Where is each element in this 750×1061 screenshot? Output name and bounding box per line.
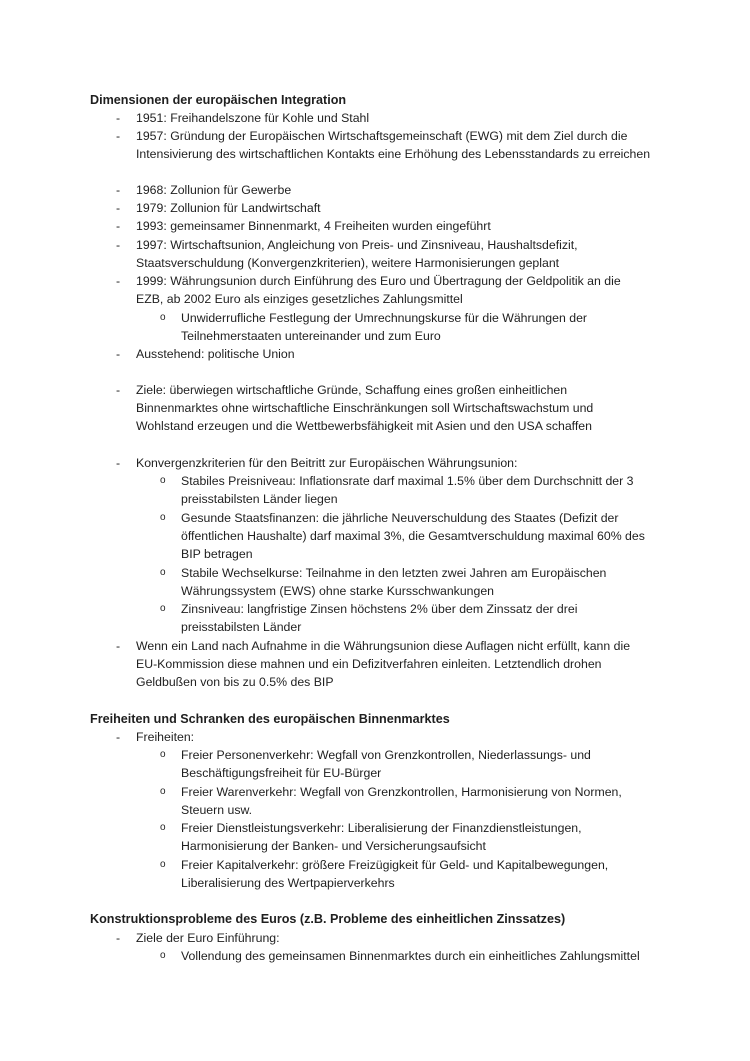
list-item: Ausstehend: politische Union xyxy=(136,347,295,361)
list-item: Konvergenzkriterien für den Beitritt zur Europäischen Währungsunion: xyxy=(136,456,518,470)
dash-bullet: - xyxy=(116,238,121,252)
sub-list-item: Vollendung des gemeinsamen Binnenmarktes durch ein einheitliches Zahlungsmittel xyxy=(181,949,640,963)
circle-bullet: o xyxy=(160,603,166,614)
dash-bullet: - xyxy=(116,201,121,215)
dash-bullet: - xyxy=(116,274,121,288)
circle-bullet: o xyxy=(160,749,166,760)
dash-bullet: - xyxy=(116,456,121,470)
circle-bullet: o xyxy=(160,567,166,578)
circle-bullet: o xyxy=(160,475,166,486)
dash-bullet: - xyxy=(116,111,121,125)
list-item: Freiheiten: xyxy=(136,730,195,744)
circle-bullet: o xyxy=(160,786,166,797)
list-item: Ziele der Euro Einführung: xyxy=(136,931,280,945)
dash-bullet: - xyxy=(116,129,121,143)
dash-bullet: - xyxy=(116,347,121,361)
dash-bullet: - xyxy=(116,219,121,233)
sub-list-item: Freier Personenverkehr: Wegfall von Grenzkontrollen, Niederlassungs- und Beschäftigungsfreiheit für EU-Bürger xyxy=(181,748,591,781)
circle-bullet: o xyxy=(160,859,166,870)
list-item: 1979: Zollunion für Landwirtschaft xyxy=(136,201,321,215)
sub-list-item: Stabiles Preisniveau: Inflationsrate darf maximal 1.5% über dem Durchschnitt der 3 preisstabilsten Länder liegen xyxy=(181,474,634,507)
sub-list-item: Unwiderrufliche Festlegung der Umrechnungskurse für die Währungen der Teilnehmerstaaten untereinander und zum Euro xyxy=(181,311,588,344)
dash-bullet: - xyxy=(116,730,121,744)
circle-bullet: o xyxy=(160,512,166,523)
dash-bullet: - xyxy=(116,383,121,397)
list-item: 1999: Währungsunion durch Einführung des Euro und Übertragung der Geldpolitik an die EZB, ab 2002 Euro als einziges gesetzliches Zahlungsmittel xyxy=(136,274,621,307)
section-heading: Dimensionen der europäischen Integration xyxy=(90,93,347,107)
sub-list-item: Freier Dienstleistungsverkehr: Liberalisierung der Finanzdienstleistungen, Harmonisierung der Banken- und Versicherungsaufsicht xyxy=(181,821,582,854)
list-item: Wenn ein Land nach Aufnahme in die Währungsunion diese Auflagen nicht erfüllt, kann die EU-Kommission diese mahnen und ein Defizitverfahren einleiten. Letztendlich drohen Geldbußen von bis zu 0.5% des BIP xyxy=(136,639,631,690)
circle-bullet: o xyxy=(160,312,166,323)
list-item: 1993: gemeinsamer Binnenmarkt, 4 Freiheiten wurden eingeführt xyxy=(136,219,491,233)
dash-bullet: - xyxy=(116,931,121,945)
dash-bullet: - xyxy=(116,639,121,653)
section-heading: Konstruktionsprobleme des Euros (z.B. Probleme des einheitlichen Zinssatzes) xyxy=(90,912,566,926)
circle-bullet: o xyxy=(160,822,166,833)
circle-bullet: o xyxy=(160,950,166,961)
sub-list-item: Stabile Wechselkurse: Teilnahme in den letzten zwei Jahren am Europäischen Währungssystem (EWS) ohne starke Kursschwankungen xyxy=(181,566,607,599)
list-item: 1968: Zollunion für Gewerbe xyxy=(136,183,292,197)
dash-bullet: - xyxy=(116,183,121,197)
list-item: 1997: Wirtschaftsunion, Angleichung von Preis- und Zinsniveau, Haushaltsdefizit, Staatsverschuldung (Konvergenzkriterien), weitere Harmonisierungen geplant xyxy=(136,238,578,271)
sub-list-item: Gesunde Staatsfinanzen: die jährliche Neuverschuldung des Staates (Defizit der öffentlichen Haushalte) darf maximal 3%, die Gesamtverschuldung maximal 60% des BIP betragen xyxy=(181,511,645,562)
section-heading: Freiheiten und Schranken des europäischen Binnenmarktes xyxy=(90,712,450,726)
list-item: 1951: Freihandelszone für Kohle und Stahl xyxy=(136,111,370,125)
sub-list-item: Zinsniveau: langfristige Zinsen höchstens 2% über dem Zinssatz der drei preisstabilsten Länder xyxy=(181,602,578,635)
sub-list-item: Freier Warenverkehr: Wegfall von Grenzkontrollen, Harmonisierung von Normen, Steuern usw. xyxy=(181,785,622,818)
list-item: 1957: Gründung der Europäischen Wirtschaftsgemeinschaft (EWG) mit dem Ziel durch die Intensivierung des wirtschaftlichen Kontakts eine Erhöhung des Lebensstandards zu erreichen xyxy=(136,129,651,162)
sub-list-item: Freier Kapitalverkehr: größere Freizügigkeit für Geld- und Kapitalbewegungen, Liberalisierung des Wertpapierverkehrs xyxy=(181,858,609,891)
list-item: Ziele: überwiegen wirtschaftliche Gründe, Schaffung eines großen einheitlichen Binnenmarktes ohne wirtschaftliche Einschränkungen soll Wirtschaftswachstum und Wohlstand erzeugen und die Wettbewerbsfähigkeit mit Asien und den USA schaffen xyxy=(136,383,594,434)
